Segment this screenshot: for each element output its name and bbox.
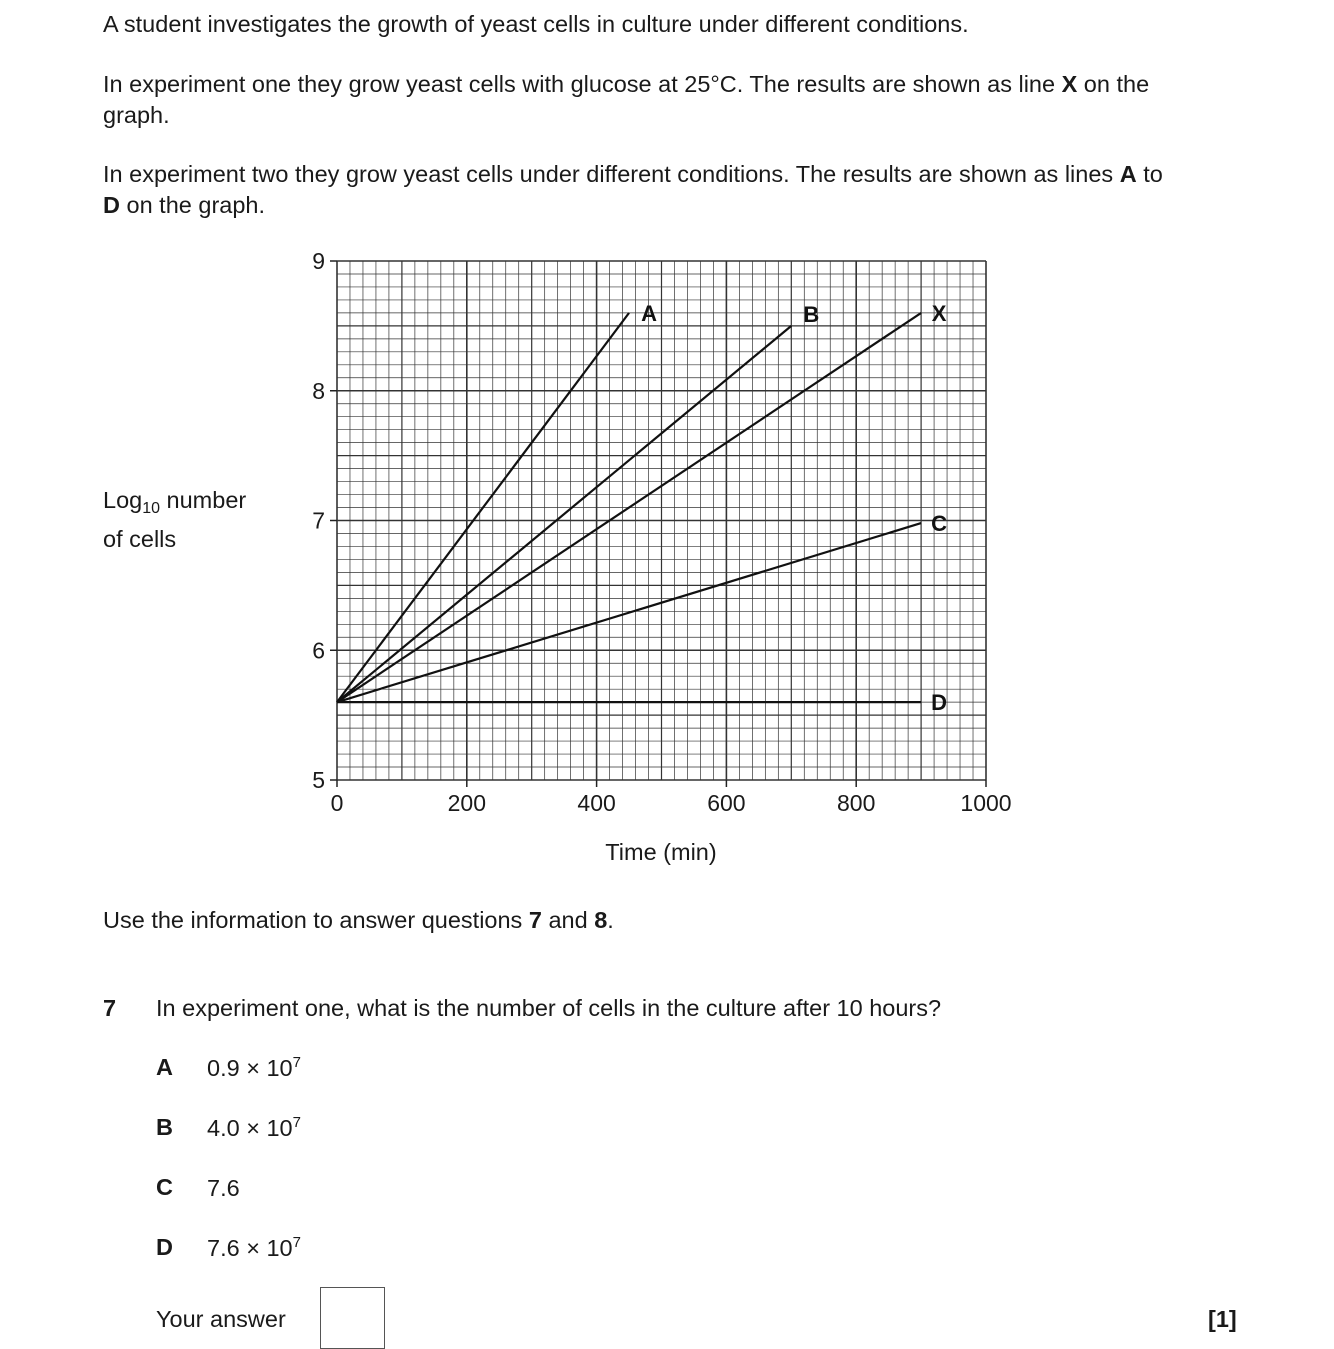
series-label-x: X [931,300,947,326]
option-a[interactable] [207,1054,301,1082]
y-tick-label: 6 [312,637,325,664]
x-axis-label: Time (min) [605,839,717,865]
option-value: 7.6 [207,1175,240,1201]
answer-label: Your answer [156,1306,286,1332]
option-letter: C [156,1174,173,1200]
question-text: In experiment one, what is the number of cells in the culture after 10 hours? [156,995,942,1021]
series-label-a: A [641,300,657,326]
x-tick-label: 1000 [960,790,1012,816]
intro-paragraph-3: In experiment two they grow yeast cells under different conditions. The results are shown as lines A to D on the graph. [103,161,1163,218]
intro-paragraph-1: A student investigates the growth of yeast cells in culture under different conditions. [103,11,969,37]
instruction-text: Use the information to answer questions 7 and 8. [103,907,614,933]
option-letter: D [156,1234,173,1260]
x-tick-label: 800 [837,790,876,816]
option-value: 7.6 × 10 [207,1235,293,1261]
y-tick-label: 5 [312,767,325,793]
intro-paragraph-2: In experiment one they grow yeast cells with glucose at 25°C. The results are shown as line X on the graph. [103,71,1150,128]
marks: [1] [1208,1306,1237,1332]
option-c[interactable] [207,1174,240,1202]
option-letter: A [156,1054,173,1080]
option-value: 0.9 × 10 [207,1055,293,1081]
series-label-d: D [931,690,948,716]
series-line-b [337,326,791,702]
y-axis-label: Log$_{10}$ number of cells [103,487,247,552]
series-label-c: C [931,511,948,537]
question-number: 7 [103,995,117,1021]
x-tick-label: 0 [330,790,344,816]
y-tick-label: 9 [312,248,325,274]
option-exponent: 7 [292,1234,301,1251]
y-tick-label: 8 [312,377,325,404]
x-tick-label: 400 [577,790,616,816]
x-tick-label: 200 [447,790,486,816]
y-tick-label: 7 [312,507,325,534]
option-d[interactable] [207,1234,301,1262]
x-tick-label: 600 [707,790,746,816]
option-value: 4.0 × 10 [207,1115,293,1141]
option-letter: B [156,1114,173,1140]
answer-box[interactable] [320,1287,385,1349]
series-label-b: B [803,301,820,327]
option-exponent: 7 [292,1114,301,1131]
series-line-c [337,523,921,702]
option-b[interactable] [207,1114,301,1142]
option-exponent: 7 [292,1054,301,1071]
